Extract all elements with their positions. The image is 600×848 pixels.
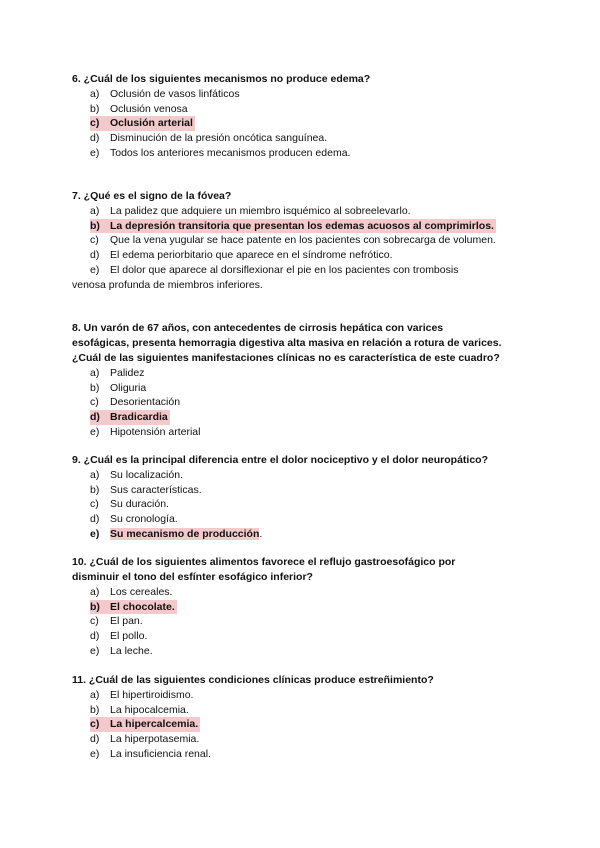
answer-highlight: b) La depresión transitoria que presentan los edemas acuosos al comprimirlos. <box>90 219 494 232</box>
option-c: c) Que la vena yugular se hace patente en los pacientes con sobrecarga de volumen. <box>90 234 496 247</box>
answer-highlight: c) La hipercalcemia. <box>90 718 199 731</box>
option-e: e) Todos los anteriores mecanismos producen edema. <box>90 146 351 159</box>
option-a: a) La palidez que adquiere un miembro isquémico al sobreelevarlo. <box>90 205 411 217</box>
options-list <box>72 366 532 440</box>
option-b: b) Oclusión venosa <box>90 102 188 115</box>
question-title-line-1: 8. Un varón de 67 años, con antecedentes de cirrosis hepática con varices <box>72 322 444 334</box>
option-b-correct <box>72 600 532 615</box>
question-title: 6. ¿Cuál de los siguientes mecanismos no produce edema? <box>72 73 371 85</box>
option-a: a) Los cereales. <box>90 586 173 598</box>
question-10 <box>72 555 532 659</box>
option-e: e) Hipotensión arterial <box>90 425 201 438</box>
option-d: d) Su cronología. <box>90 513 178 526</box>
option-a: a) Su localización. <box>90 469 183 481</box>
question-title-line-3: ¿Cuál de las siguientes manifestaciones clínicas no es característica de este cuadro? <box>72 352 500 364</box>
question-title-line-2: disminuir el tono del esfínter esofágico inferior? <box>72 571 313 583</box>
options-list <box>72 87 532 161</box>
option-d: d) El edema periorbitario que aparece en el síndrome nefrótico. <box>90 249 393 262</box>
option-c-correct <box>72 116 532 131</box>
answer-highlight: c) Oclusión arterial <box>90 117 193 130</box>
question-title: 7. ¿Qué es el signo de la fóvea? <box>72 190 232 202</box>
option-c-correct <box>72 717 532 732</box>
option-e: e) La insuficiencia renal. <box>90 747 211 760</box>
options-list <box>72 688 532 762</box>
option-d: d) La hiperpotasemia. <box>90 733 200 746</box>
option-c: c) El pan. <box>90 615 143 628</box>
option-b: b) Oliguria <box>90 381 147 394</box>
answer-highlight: Su mecanismo de producción <box>110 527 260 540</box>
option-e-correct: e) Su mecanismo de producción. <box>90 527 263 540</box>
option-c: c) Su duración. <box>90 498 169 511</box>
option-e: e) La leche. <box>90 644 153 657</box>
question-7 <box>72 189 532 292</box>
option-e-continuation: venosa profunda de miembros inferiores. <box>72 278 263 291</box>
question-6 <box>72 72 532 161</box>
question-title-line-2: esofágicas, presenta hemorragia digestiva alta masiva en relación a rotura de varices. <box>72 337 502 349</box>
option-d: d) El pollo. <box>90 630 148 643</box>
options-list <box>72 585 532 659</box>
option-e: e) El dolor que aparece al dorsiflexionar el pie en los pacientes con trombosis <box>90 263 459 276</box>
option-b-correct <box>72 219 532 234</box>
question-title: 9. ¿Cuál es la principal diferencia entre el dolor nociceptivo y el dolor neuropático? <box>72 454 489 466</box>
question-8 <box>72 321 532 440</box>
question-9 <box>72 453 532 542</box>
option-d-correct <box>72 410 532 425</box>
option-b: b) La hipocalcemia. <box>90 703 189 716</box>
option-a: a) Oclusión de vasos linfáticos <box>90 88 240 100</box>
answer-highlight: d) Bradicardia <box>90 411 168 424</box>
question-title: 11. ¿Cuál de las siguientes condiciones clínicas produce estreñimiento? <box>72 674 434 686</box>
question-11 <box>72 673 532 762</box>
option-a: a) El hipertiroidismo. <box>90 689 194 701</box>
options-list <box>72 204 532 278</box>
option-d: d) Disminución de la presión oncótica sanguínea. <box>90 132 328 145</box>
answer-highlight: b) El chocolate. <box>90 600 175 613</box>
question-title-line-1: 10. ¿Cuál de los siguientes alimentos favorece el reflujo gastroesofágico por <box>72 556 456 568</box>
option-c: c) Desorientación <box>90 396 181 409</box>
options-list <box>72 468 532 542</box>
option-a: a) Palidez <box>90 367 145 379</box>
option-b: b) Sus características. <box>90 483 202 496</box>
